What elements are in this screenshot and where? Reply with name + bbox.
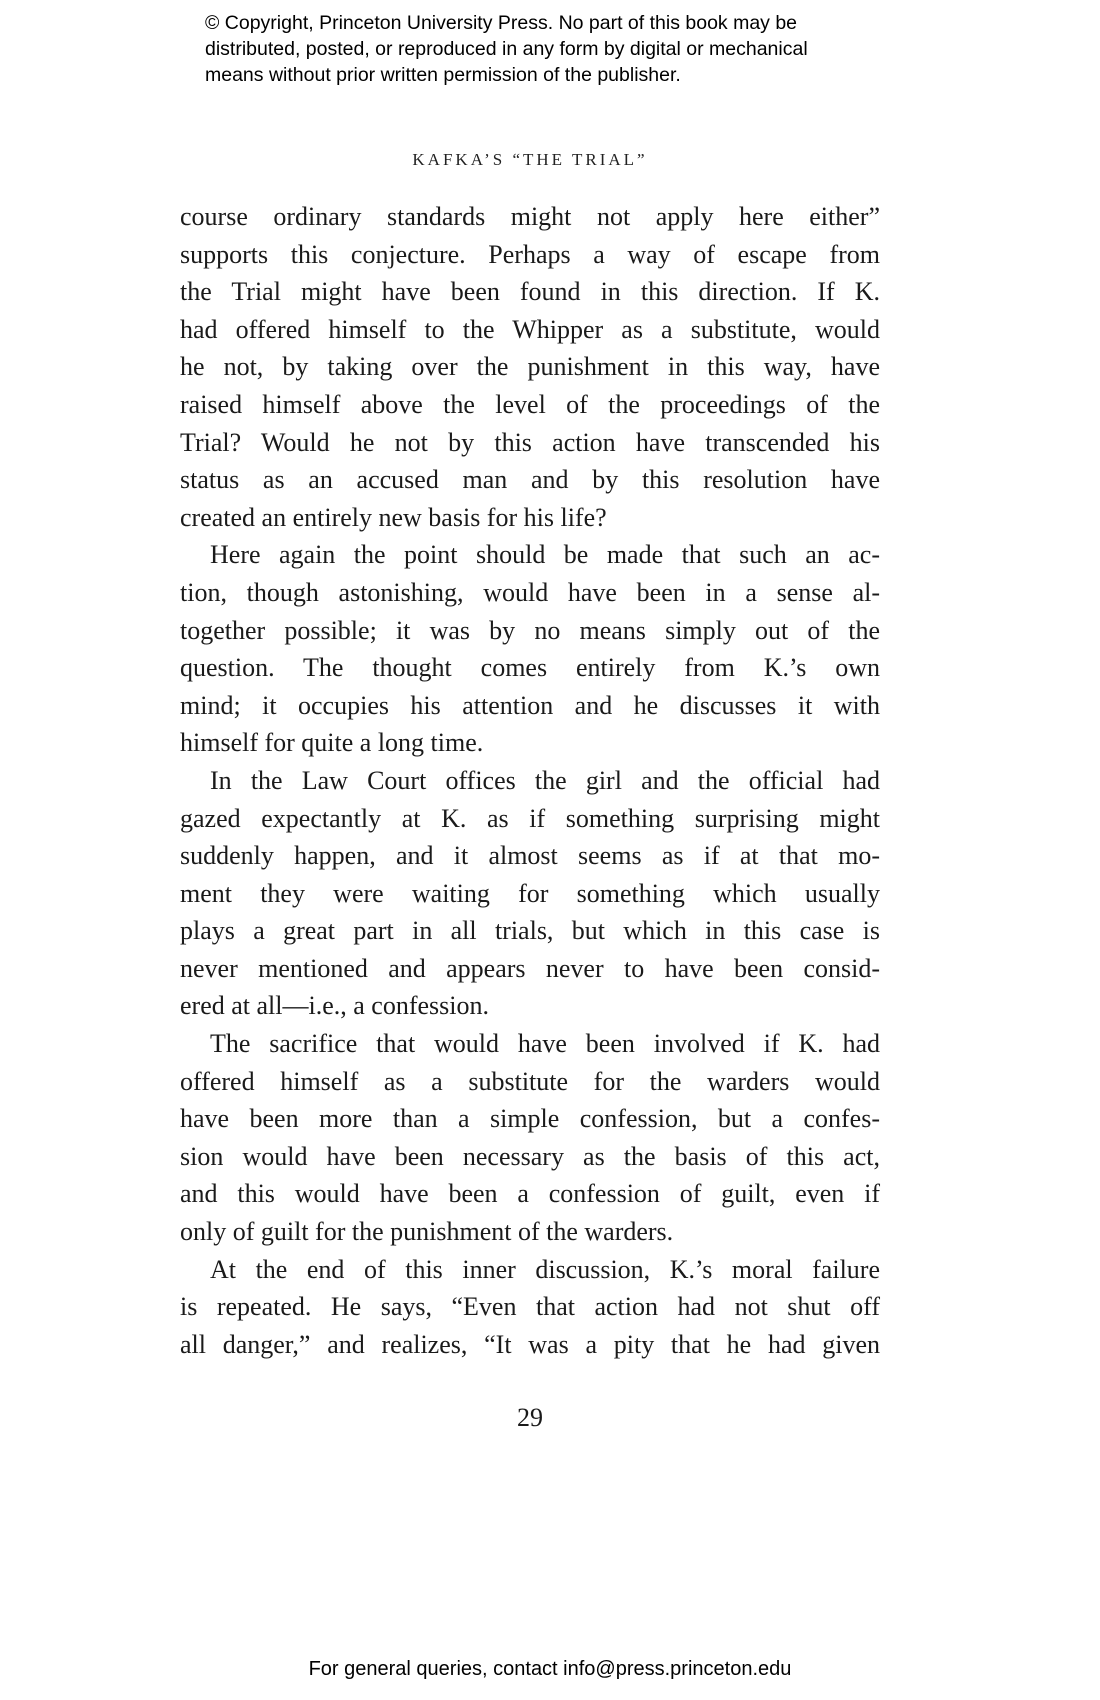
text-line: At the end of this inner discussion, K.’s moral failure <box>210 1254 880 1284</box>
text-line: offered himself as a substitute for the warders would <box>180 1066 880 1096</box>
text-line: only of guilt for the punishment of the warders. <box>180 1217 674 1247</box>
text-line: all danger,” and realizes, “It was a pity that he had given <box>180 1329 880 1359</box>
copyright-notice <box>205 10 925 88</box>
text-line: had offered himself to the Whipper as a substitute, would <box>180 314 880 344</box>
paragraph <box>180 198 880 536</box>
text-line: he not, by taking over the punishment in this way, have <box>180 352 880 382</box>
text-line: Here again the point should be made that such an ac- <box>210 540 880 570</box>
footer-contact: For general queries, contact info@press.princeton.edu <box>308 1658 792 1680</box>
text-line: sion would have been necessary as the basis of this act, <box>180 1141 880 1171</box>
text-line: the Trial might have been found in this direction. If K. <box>180 277 880 307</box>
text-line: is repeated. He says, “Even that action had not shut off <box>180 1292 880 1322</box>
text-line: question. The thought comes entirely from K.’s own <box>180 653 880 683</box>
text-line: supports this conjecture. Perhaps a way of escape from <box>180 239 880 269</box>
text-line: together possible; it was by no means simply out of the <box>180 615 880 645</box>
body-text <box>180 198 880 1363</box>
text-line: never mentioned and appears never to have been consid- <box>180 953 880 983</box>
copyright-line: distributed, posted, or reproduced in any form by digital or mechanical <box>205 38 808 60</box>
page-number: 29 <box>517 1403 543 1432</box>
text-line: mind; it occupies his attention and he discusses it with <box>180 690 880 720</box>
text-line: The sacrifice that would have been involved if K. had <box>210 1029 880 1059</box>
text-line: Trial? Would he not by this action have transcended his <box>180 427 880 457</box>
paragraph <box>180 1025 880 1251</box>
text-line: status as an accused man and by this resolution have <box>180 465 880 495</box>
text-line: and this would have been a confession of guilt, even if <box>180 1179 880 1209</box>
text-line: created an entirely new basis for his life? <box>180 502 607 532</box>
paragraph <box>180 762 880 1025</box>
text-line: suddenly happen, and it almost seems as if at that mo- <box>180 841 880 871</box>
copyright-line: © Copyright, Princeton University Press. No part of this book may be <box>205 12 798 34</box>
text-line: ered at all—i.e., a confession. <box>180 991 489 1021</box>
running-head: KAFKA’S “THE TRIAL” <box>412 150 648 169</box>
text-line: have been more than a simple confession, but a confes- <box>180 1104 880 1134</box>
text-line: tion, though astonishing, would have been in a sense al- <box>180 577 880 607</box>
text-line: ment they were waiting for something which usually <box>180 878 880 908</box>
text-line: In the Law Court offices the girl and the official had <box>210 765 880 795</box>
text-line: plays a great part in all trials, but which in this case is <box>180 916 880 946</box>
copyright-line: means without prior written permission of the publisher. <box>205 64 681 86</box>
text-line: raised himself above the level of the proceedings of the <box>180 389 880 419</box>
text-line: gazed expectantly at K. as if something surprising might <box>180 803 880 833</box>
text-line: himself for quite a long time. <box>180 728 484 758</box>
text-line: course ordinary standards might not apply here either” <box>180 202 880 231</box>
paragraph <box>180 536 880 762</box>
paragraph <box>180 1251 880 1364</box>
